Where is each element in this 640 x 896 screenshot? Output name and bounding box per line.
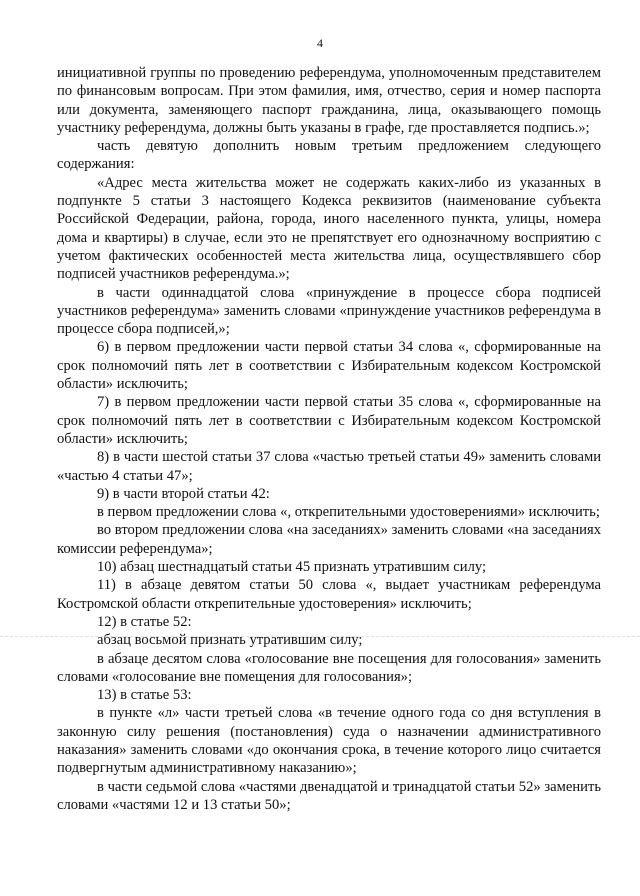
paragraph-part-eleven-amendment: в части одиннадцатой слова «принуждение в процессе сбора подписей участников референдума» заменить словами «принуждение участников референдума в процессе сбора подписей,»; [57,284,601,338]
paragraph-item-11: 11) в абзаце девятом статьи 50 слова «, выдает участникам референдума Костромской области открепительные удостоверения» исключить; [57,577,601,612]
paragraph-part-nine-amendment: часть девятую дополнить новым третьим предложением следующего содержания: [57,138,601,173]
paragraph-item-7: 7) в первом предложении части первой статьи 35 слова «, сформированные на срок полномочий пять лет в соответствии с Избирательным кодексом Костромской области» исключить; [57,394,601,447]
paragraph-item-8: 8) в части шестой статьи 37 слова «частью третьей статьи 49» заменить словами «частью 4 статьи 47»; [57,449,601,484]
paragraph-item-9: 9) в части второй статьи 42: [97,485,270,502]
paragraph-item-12-abzac-ten: в абзаце десятом слова «голосование вне посещения для голосования» заменить словами «голосование вне помещения для голосования»; [57,650,601,685]
document-body [57,64,601,814]
paragraph-continuation: инициативной группы по проведению референдума, уполномоченным представителем по финансовым вопросам. При этом фамилия, имя, отчество, серия и номер паспорта или документа, заменяющего паспорт гражданина, лица, оказывающего помощь участнику референдума, должны быть указаны в графе, где проставляется подпись.»; [57,65,601,136]
paragraph-item-9-second-sentence: во втором предложении слова «на заседаниях» заменить словами «на заседаниях комиссии референдума»; [57,522,601,557]
page-number: 4 [317,36,323,50]
paragraph-item-12: 12) в статье 52: [97,613,192,630]
paragraph-item-13-point-l: в пункте «л» части третьей слова «в течение одного года со дня вступления в законную силу решения (постановления) суда о назначении административного наказания» заменить словами «до окончания срока, в течение которого лицо считается подвергнутым административному наказанию»; [57,705,601,777]
paragraph-item-10: 10) абзац шестнадцатый статьи 45 признать утратившим силу; [97,559,487,576]
paragraph-item-9-first-sentence: в первом предложении слова «, открепительными удостоверениями» исключить; [97,504,600,521]
paragraph-quoted-address-text: «Адрес места жительства может не содержать каких-либо из указанных в подпункте 5 статьи 3 настоящего Кодекса реквизитов (наименование субъекта Российской Федерации, района, города, иного населенного пункта, улицы, номера дома и квартиры) в случае, если это не препятствует его однозначному восприятию с учетом фактических особенностей места жительства лица, осуществлявшего сбор подписей участников референдума.»; [57,174,601,283]
paragraph-item-6: 6) в первом предложении части первой статьи 34 слова «, сформированные на срок полномочий пять лет в соответствии с Избирательным кодексом Костромской области» исключить; [57,339,601,393]
paragraph-item-13-part-seven: в части седьмой слова «частями двенадцатой и тринадцатой статьи 52» заменить словами «частями 12 и 13 статьи 50»; [57,778,601,813]
paragraph-item-12-abzac-eight: абзац восьмой признать утратившим силу; [97,632,363,649]
paragraph-item-13: 13) в статье 53: [97,687,192,704]
scan-fold-line [0,636,640,637]
